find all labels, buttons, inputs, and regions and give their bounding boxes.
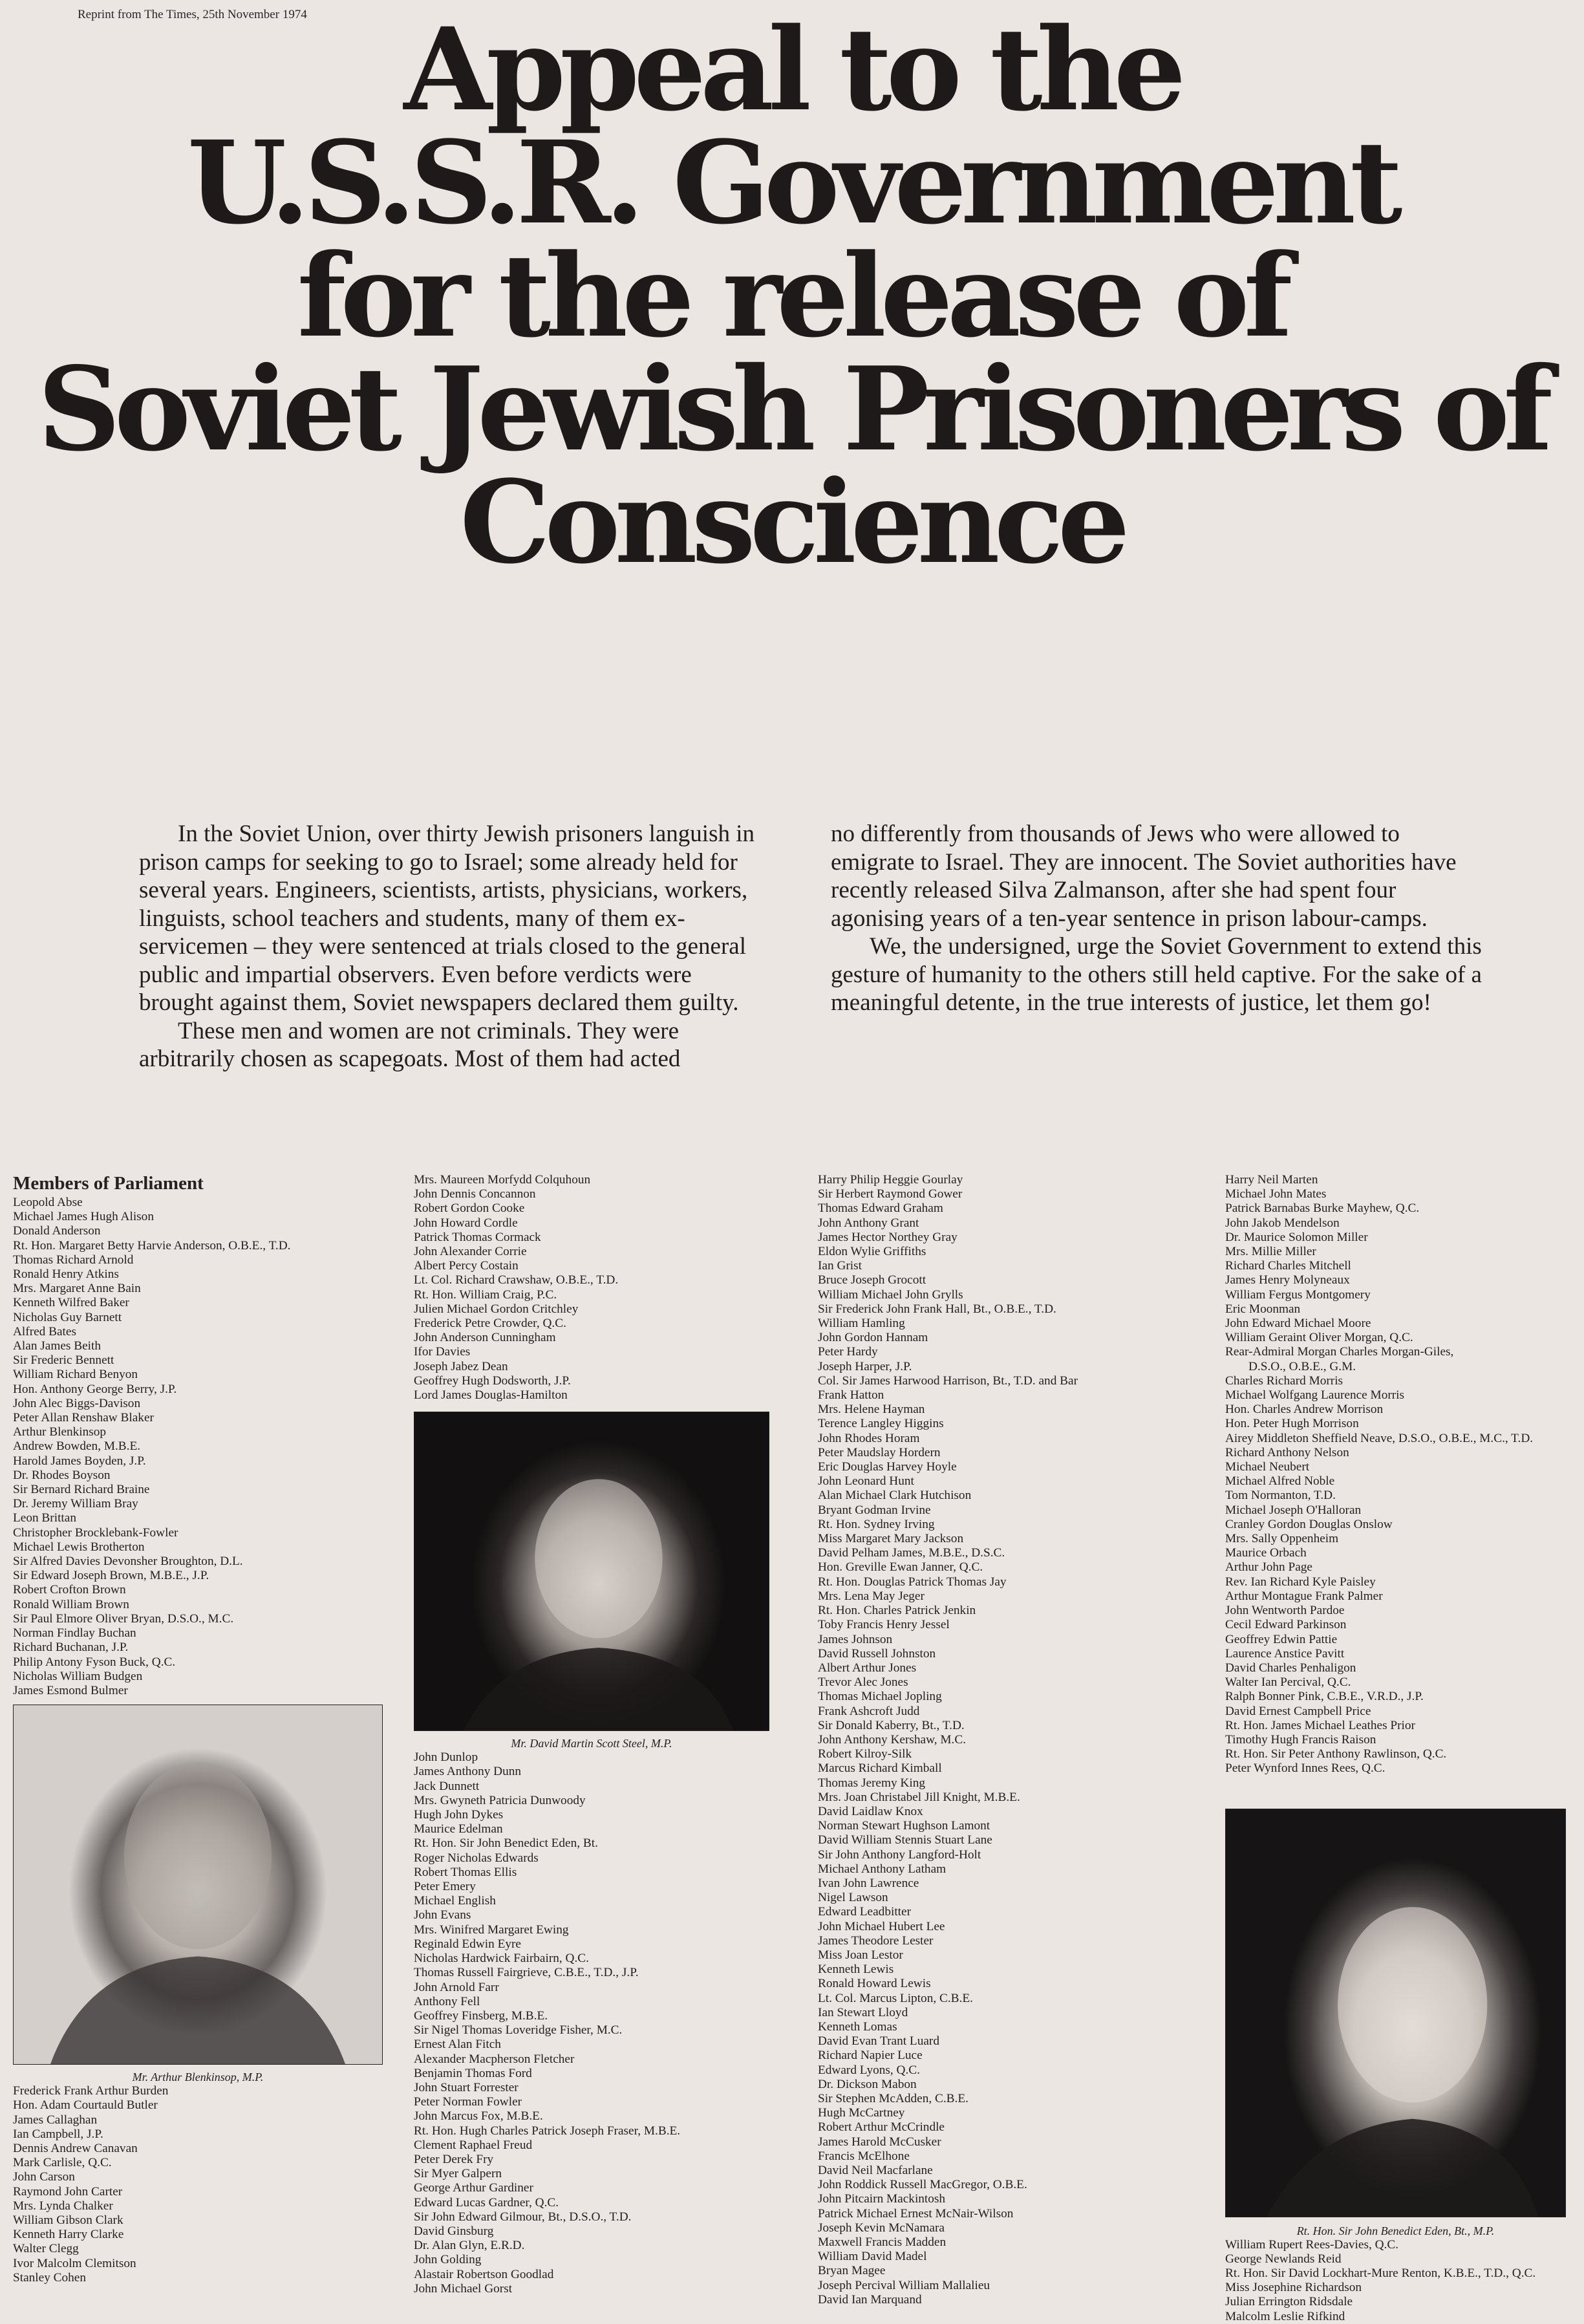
signatory-name: Sir Myer Galpern [414, 2167, 502, 2181]
signatory-name: Peter Allan Renshaw Blaker [13, 1411, 154, 1425]
signatory-name: David Ian Marquand [818, 2292, 922, 2307]
signatory-name: Peter Norman Fowler [414, 2095, 522, 2109]
portrait-silhouette-icon [14, 1705, 382, 2064]
signatory-name: James Henry Molyneaux [1225, 1273, 1350, 1287]
signatory-name: Sir Frederick John Frank Hall, Bt., O.B.E., T.D. [818, 1302, 1056, 1316]
signatory-name: Michael Lewis Brotherton [13, 1540, 145, 1554]
signatory-name: Nicholas Guy Barnett [13, 1310, 122, 1324]
signatory-name: William Rupert Rees-Davies, Q.C. [1225, 2237, 1399, 2252]
signatory-name: Alfred Bates [13, 1324, 76, 1339]
signatory-name: Hon. Anthony George Berry, J.P. [13, 1382, 177, 1396]
signatory-name: John Alexander Corrie [414, 1245, 527, 1259]
signatory-name: Hugh McCartney [818, 2106, 905, 2120]
signatory-name: Ronald Howard Lewis [818, 1977, 931, 1991]
signatory-name: Richard Anthony Nelson [1225, 1445, 1349, 1459]
portrait-silhouette-icon [414, 1412, 769, 1730]
signatory-name: Walter Clegg [13, 2242, 79, 2256]
signatory-name: Mrs. Gwyneth Patricia Dunwoody [414, 1793, 586, 1807]
signatory-name: Edward Lucas Gardner, Q.C. [414, 2195, 559, 2210]
signatory-name: Kenneth Lewis [818, 1963, 894, 1977]
signatory-name: Sir Bernard Richard Braine [13, 1483, 150, 1497]
signatory-name: Reginald Edwin Eyre [414, 1937, 521, 1951]
signatory-name: William Fergus Montgomery [1225, 1287, 1371, 1302]
signatory-name: Patrick Thomas Cormack [414, 1230, 541, 1244]
signatory-name: Rt. Hon. Hugh Charles Patrick Joseph Fraser, M.B.E. [414, 2124, 681, 2138]
signatory-name: Hon. Adam Courtauld Butler [13, 2098, 158, 2113]
headline-line-1: Appeal to the [403, 3, 1181, 136]
signatory-name: Rt. Hon. Sydney Irving [818, 1517, 935, 1531]
signatory-name: Patrick Barnabas Burke Mayhew, Q.C. [1225, 1201, 1420, 1216]
signatory-name: Dr. Jeremy William Bray [13, 1497, 138, 1511]
signatory-name: Rt. Hon. William Craig, P.C. [414, 1287, 557, 1302]
signatory-name: Nicholas William Budgen [13, 1669, 143, 1683]
signatory-name: James Callaghan [13, 2113, 98, 2127]
signatory-name: Rt. Hon. James Michael Leathes Prior [1225, 1718, 1415, 1732]
signatory-name: Malcolm Leslie Rifkind [1225, 2309, 1345, 2323]
signatory-name: Bryant Godman Irvine [818, 1503, 931, 1517]
signatory-column-2 [414, 1173, 769, 2296]
signatory-name: David Laidlaw Knox [818, 1804, 923, 1818]
signatory-name: John Arnold Farr [414, 1980, 499, 1994]
signatory-name: Laurence Anstice Pavitt [1225, 1646, 1345, 1661]
signatory-name: Trevor Alec Jones [818, 1675, 908, 1690]
name-list [818, 1173, 1078, 2307]
signatory-name: James Theodore Lester [818, 1933, 934, 1948]
signatory-name: Ivor Malcolm Clemitson [13, 2256, 136, 2270]
signatory-name: Mrs. Maureen Morfydd Colquhoun [414, 1173, 591, 1187]
signatory-name: Miss Margaret Mary Jackson [818, 1532, 964, 1546]
signatory-name: Nigel Lawson [818, 1891, 888, 1905]
signatory-name: David Ernest Campbell Price [1225, 1704, 1371, 1718]
signatory-name: Thomas Richard Arnold [13, 1253, 134, 1267]
signatory-name: Arthur Montague Frank Palmer [1225, 1589, 1383, 1603]
signatory-name: George Arthur Gardiner [414, 2181, 533, 2195]
signatory-name: David Russell Johnston [818, 1646, 936, 1661]
signatory-name: David Charles Penhaligon [1225, 1661, 1356, 1675]
signatory-name: Thomas Michael Jopling [818, 1690, 942, 1704]
headline-line-2: U.S.S.R. Government [187, 116, 1397, 250]
signatory-name: Norman Findlay Buchan [13, 1626, 136, 1641]
signatory-name: Rt. Hon. Sir Peter Anthony Rawlinson, Q.C. [1225, 1747, 1447, 1761]
signatory-name: Alastair Robertson Goodlad [414, 2267, 554, 2281]
signatory-name: William Gibson Clark [13, 2213, 123, 2227]
name-list [1225, 1173, 1566, 1360]
signatory-name: Norman Stewart Hughson Lamont [818, 1819, 990, 1833]
signatory-name: Kenneth Lomas [818, 2019, 897, 2034]
signatory-name: John Michael Hubert Lee [818, 1919, 945, 1933]
signatory-name: Dennis Andrew Canavan [13, 2141, 138, 2155]
signatory-name: Rt. Hon. Douglas Patrick Thomas Jay [818, 1575, 1007, 1589]
signatory-name: Frederick Petre Crowder, Q.C. [414, 1317, 566, 1331]
signatory-name: Ralph Bonner Pink, C.B.E., V.R.D., J.P. [1225, 1690, 1424, 1704]
signatory-name: Mrs. Margaret Anne Bain [13, 1282, 141, 1296]
name-list [13, 1196, 383, 1698]
signatory-name: Nicholas Hardwick Fairbairn, Q.C. [414, 1952, 589, 1966]
signatory-name: Charles Richard Morris [1225, 1373, 1343, 1388]
signatory-name: Maurice Edelman [414, 1822, 503, 1836]
signatory-name: James Esmond Bulmer [13, 1683, 128, 1697]
photo-caption: Rt. Hon. Sir John Benedict Eden, Bt., M.P. [1296, 2224, 1495, 2237]
signatory-name: Alexander Macpherson Fletcher [414, 2052, 575, 2066]
signatory-name: Ifor Davies [414, 1345, 471, 1359]
signatory-name: Col. Sir James Harwood Harrison, Bt., T.D. and Bar [818, 1373, 1078, 1388]
signatory-name: John Golding [414, 2253, 482, 2267]
signatory-name: Robert Crofton Brown [13, 1583, 126, 1597]
name-continuation: D.S.O., O.B.E., G.M. [1248, 1359, 1356, 1373]
signatory-name: John Roddick Russell MacGregor, O.B.E. [818, 2178, 1027, 2192]
reprint-note: Reprint from The Times, 25th November 1974 [78, 8, 307, 21]
signatory-name: Maxwell Francis Madden [818, 2235, 947, 2250]
signatory-name: John Howard Cordle [414, 1216, 518, 1230]
signatory-name: John Evans [414, 1908, 471, 1922]
signatory-name: John Rhodes Horam [818, 1431, 920, 1445]
signatory-name: Peter Hardy [818, 1345, 878, 1359]
signatory-name: Dr. Maurice Solomon Miller [1225, 1230, 1368, 1244]
signatory-name: Ivan John Lawrence [818, 1876, 919, 1890]
signatory-name: Jack Dunnett [414, 1779, 480, 1793]
signatory-name: John Pitcairn Mackintosh [818, 2192, 946, 2206]
signatory-name: Rev. Ian Richard Kyle Paisley [1225, 1575, 1376, 1589]
signatory-name: Sir Stephen McAdden, C.B.E. [818, 2092, 969, 2105]
signatory-name: Sir Nigel Thomas Loveridge Fisher, M.C. [414, 2023, 623, 2038]
signatory-name: Walter Ian Percival, Q.C. [1225, 1675, 1351, 1690]
signatory-name: Leon Brittan [13, 1511, 76, 1525]
name-list [1225, 2238, 1566, 2324]
signatory-name: Julien Michael Gordon Critchley [414, 1302, 579, 1316]
signatory-name: John Marcus Fox, M.B.E. [414, 2109, 543, 2124]
signatory-name: William David Madel [818, 2250, 927, 2264]
signatory-column-4 [1225, 1173, 1566, 2324]
signatory-name: Ian Stewart Lloyd [818, 2005, 908, 2019]
signatory-name: Bryan Magee [818, 2264, 886, 2278]
signatory-name: Hon. Greville Ewan Janner, Q.C. [818, 1560, 983, 1575]
name-list [414, 1750, 769, 2296]
signatory-name: Dr. Alan Glyn, E.R.D. [414, 2239, 525, 2253]
signatory-name: Michael Alfred Noble [1225, 1474, 1335, 1489]
signatory-name: Mrs. Millie Miller [1225, 1245, 1316, 1259]
signatory-name: Hugh John Dykes [414, 1808, 504, 1822]
name-list [1225, 1374, 1566, 1776]
signatory-name: Harold James Boyden, J.P. [13, 1454, 146, 1468]
signatory-name: Sir Alfred Davies Devonsher Broughton, D.L. [13, 1555, 243, 1569]
signatory-name: Cranley Gordon Douglas Onslow [1225, 1517, 1393, 1531]
signatory-name: Ian Grist [818, 1259, 862, 1273]
signatory-name: Terence Langley Higgins [818, 1417, 944, 1431]
signatory-name: Mark Carlisle, Q.C. [13, 2156, 112, 2170]
signatory-name: Marcus Richard Kimball [818, 1761, 942, 1776]
signatory-name: John Anderson Cunningham [414, 1331, 556, 1345]
section-title: Members of Parliament [13, 1173, 204, 1194]
signatory-name: Thomas Jeremy King [818, 1776, 925, 1790]
signatory-name: Frank Hatton [818, 1388, 884, 1403]
signatory-name: Mrs. Lena May Jeger [818, 1589, 925, 1603]
signatory-name: John Gordon Hannam [818, 1331, 928, 1345]
signatory-name: Donald Anderson [13, 1224, 101, 1238]
signatory-name: Michael Neubert [1225, 1460, 1310, 1474]
signatory-name: Thomas Edward Graham [818, 1201, 943, 1216]
signatory-name: William Geraint Oliver Morgan, Q.C. [1225, 1331, 1413, 1345]
intro-column-2 [831, 820, 1487, 1017]
signatory-name: James Johnson [818, 1632, 893, 1646]
signatory-name: William Hamling [818, 1317, 905, 1331]
signatory-name: John Anthony Grant [818, 1216, 919, 1230]
signatory-name: Ronald William Brown [13, 1597, 129, 1611]
signatory-name: Sir John Edward Gilmour, Bt., D.S.O., T.D. [414, 2210, 632, 2224]
signatory-name: Rt. Hon. Sir John Benedict Eden, Bt. [414, 1836, 598, 1851]
signatory-name: Francis McElhone [818, 2149, 910, 2163]
intro-paragraph: We, the undersigned, urge the Soviet Government to extend this gesture of humanity to the others still held captive. For the sake of a meaningful detente, in the true interests of justice, let them go! [831, 933, 1482, 1016]
signatory-name: Michael Wolfgang Laurence Morris [1225, 1388, 1405, 1403]
signatory-name: George Newlands Reid [1225, 2252, 1342, 2266]
signatory-name: Albert Percy Costain [414, 1259, 519, 1273]
signatory-name: Joseph Jabez Dean [414, 1359, 508, 1373]
signatory-name: Edward Leadbitter [818, 1905, 912, 1919]
signatory-name: James Anthony Dunn [414, 1765, 522, 1779]
signatory-column-3 [818, 1173, 1078, 2307]
signatory-name: Harry Neil Marten [1225, 1173, 1318, 1187]
headline-line-4: Soviet Jewish Prisoners of [37, 341, 1547, 477]
signatory-name: Geoffrey Edwin Pattie [1225, 1632, 1338, 1646]
signatory-name: Sir Paul Elmore Oliver Bryan, D.S.O., M.C. [13, 1611, 234, 1626]
signatory-name: Rt. Hon. Charles Patrick Jenkin [818, 1604, 976, 1618]
signatory-name: John Dennis Concannon [414, 1187, 536, 1201]
signatory-name: Peter Emery [414, 1880, 476, 1894]
signatory-name: Edward Lyons, Q.C. [818, 2063, 920, 2077]
signatory-name: Michael Joseph O'Halloran [1225, 1503, 1362, 1517]
signatory-name: Ernest Alan Fitch [414, 2038, 501, 2052]
signatory-name: William Richard Benyon [13, 1368, 138, 1382]
signatory-name: Julian Errington Ridsdale [1225, 2295, 1353, 2309]
signatory-name: Mrs. Lynda Chalker [13, 2199, 113, 2213]
signatory-name: Arthur John Page [1225, 1560, 1312, 1575]
signatory-name: Eldon Wylie Griffiths [818, 1245, 926, 1259]
signatory-name: Thomas Russell Fairgrieve, C.B.E., T.D., J.P. [414, 1966, 639, 1980]
name-list [13, 2084, 383, 2285]
signatory-name: John Edward Michael Moore [1225, 1317, 1371, 1331]
signatory-name: David William Stennis Stuart Lane [818, 1833, 992, 1847]
name-list [414, 1173, 769, 1403]
intro-column-1 [139, 820, 756, 1073]
intro-paragraph: These men and women are not criminals. They were arbitrarily chosen as scapegoats. Most of them had acted [139, 1017, 681, 1072]
signatory-name: Frank Ashcroft Judd [818, 1704, 920, 1718]
signatory-name: Sir Donald Kaberry, Bt., T.D. [818, 1718, 965, 1732]
signatory-name: David Ginsburg [414, 2224, 494, 2238]
signatory-name: John Wentworth Pardoe [1225, 1604, 1345, 1618]
signatory-name: Sir Herbert Raymond Gower [818, 1187, 963, 1201]
signatory-name: John Jakob Mendelson [1225, 1216, 1340, 1230]
signatory-name: Robert Arthur McCrindle [818, 2120, 945, 2135]
signatory-name: Joseph Percival William Mallalieu [818, 2278, 990, 2292]
signatory-name: Mrs. Helene Hayman [818, 1403, 925, 1417]
headline-line-5: Conscience [460, 455, 1124, 589]
signatory-name: Richard Napier Luce [818, 2049, 923, 2063]
signatory-name: William Michael John Grylls [818, 1287, 963, 1302]
signatory-name: Eric Moonman [1225, 1302, 1301, 1316]
signatory-name: Dr. Dickson Mabon [818, 2077, 917, 2091]
signatory-name: Sir Edward Joseph Brown, M.B.E., J.P. [13, 1569, 209, 1583]
signatory-name: Geoffrey Hugh Dodsworth, J.P. [414, 1373, 571, 1388]
signatory-name: Kenneth Wilfred Baker [13, 1296, 129, 1310]
signatory-name: John Stuart Forrester [414, 2080, 519, 2094]
signatory-name: Dr. Rhodes Boyson [13, 1468, 111, 1482]
signatory-name: Albert Arthur Jones [818, 1661, 917, 1675]
portrait-photo-steel [414, 1412, 769, 1731]
signatory-name: Robert Kilroy-Silk [818, 1747, 912, 1761]
signatory-name: Anthony Fell [414, 1994, 480, 2008]
signatory-name: Roger Nicholas Edwards [414, 1851, 539, 1865]
signatory-name: Michael John Mates [1225, 1187, 1327, 1201]
signatory-name: David Evan Trant Luard [818, 2034, 939, 2049]
signatory-name: John Anthony Kershaw, M.C. [818, 1732, 967, 1747]
signatory-name: Andrew Bowden, M.B.E. [13, 1439, 141, 1454]
signatory-name: Ronald Henry Atkins [13, 1267, 119, 1282]
signatory-name: Joseph Kevin McNamara [818, 2221, 945, 2235]
headline-line-3: for the release of [297, 229, 1287, 363]
signatory-name: Richard Charles Mitchell [1225, 1259, 1351, 1273]
signatory-name: Raymond John Carter [13, 2184, 123, 2199]
portrait-silhouette-icon [1226, 1809, 1565, 2217]
signatory-name: Michael James Hugh Alison [13, 1210, 154, 1224]
intro-paragraph: no differently from thousands of Jews who were allowed to emigrate to Israel. They are innocent. The Soviet authorities have recently released Silva Zalmanson, after she had spent four agonising years of a ten-year sentence in prison labour-camps. [831, 821, 1457, 932]
signatory-name: John Michael Gorst [414, 2281, 513, 2296]
signatory-name: Sir John Anthony Langford-Holt [818, 1847, 981, 1862]
signatory-name: John Leonard Hunt [818, 1474, 914, 1489]
signatory-name: John Alec Biggs-Davison [13, 1396, 141, 1410]
signatory-name: Peter Derek Fry [414, 2152, 494, 2166]
signatory-name: Miss Josephine Richardson [1225, 2281, 1362, 2295]
photo-caption: Mr. Arthur Blenkinsop, M.P. [132, 2071, 264, 2084]
signatory-name: James Hector Northey Gray [818, 1230, 958, 1244]
signatory-name: Patrick Michael Ernest McNair-Wilson [818, 2206, 1014, 2221]
signatory-name: Benjamin Thomas Ford [414, 2066, 532, 2080]
signatory-name: Geoffrey Finsberg, M.B.E. [414, 2008, 548, 2023]
signatory-name: David Pelham James, M.B.E., D.S.C. [818, 1546, 1005, 1560]
portrait-photo-eden [1225, 1809, 1566, 2217]
signatory-name: Maurice Orbach [1225, 1546, 1307, 1560]
signatory-name: Mrs. Winifred Margaret Ewing [414, 1922, 569, 1937]
signatory-name: Rt. Hon. Sir David Lockhart-Mure Renton, K.B.E., T.D., Q.C. [1225, 2266, 1536, 2280]
signatory-name: Airey Middleton Sheffield Neave, D.S.O., O.B.E., M.C., T.D. [1225, 1431, 1534, 1445]
signatory-name: Toby Francis Henry Jessel [818, 1618, 950, 1632]
signatory-name: Rt. Hon. Margaret Betty Harvie Anderson, O.B.E., T.D. [13, 1238, 291, 1253]
signatory-name: Robert Thomas Ellis [414, 1865, 517, 1879]
signatory-name: Michael English [414, 1894, 496, 1908]
signatory-name: Miss Joan Lestor [818, 1948, 903, 1962]
signatory-name: Mrs. Sally Oppenheim [1225, 1532, 1339, 1546]
portrait-photo-blenkinsop [13, 1705, 383, 2065]
signatory-name: Richard Buchanan, J.P. [13, 1641, 129, 1655]
signatory-name: Hon. Peter Hugh Morrison [1225, 1417, 1359, 1431]
signatory-name: Joseph Harper, J.P. [818, 1359, 912, 1373]
signatory-name: Mrs. Joan Christabel Jill Knight, M.B.E. [818, 1790, 1020, 1804]
signatory-name: Timothy Hugh Francis Raison [1225, 1732, 1376, 1747]
signatory-name: Lt. Col. Marcus Lipton, C.B.E. [818, 1991, 973, 2005]
signatory-column-1 [13, 1173, 383, 2285]
signatory-name: Michael Anthony Latham [818, 1862, 947, 1876]
signatory-name: Peter Maudslay Hordern [818, 1445, 941, 1459]
signatory-name: Eric Douglas Harvey Hoyle [818, 1460, 957, 1474]
signatory-name: Tom Normanton, T.D. [1225, 1489, 1336, 1503]
signatory-name: Lord James Douglas-Hamilton [414, 1388, 568, 1403]
signatory-name: Harry Philip Heggie Gourlay [818, 1173, 963, 1187]
intro-paragraph: In the Soviet Union, over thirty Jewish prisoners languish in prison camps for seeking to go to Israel; some already held for several years. Engineers, scientists, artists, physicians, workers, linguists, school teachers and students, many of them ex-servicemen – they were sentenced at trials closed to the general public and impartial observers. Even before verdicts were brought against them, Soviet newspapers declared them guilty. [139, 821, 755, 1016]
signatory-name: Kenneth Harry Clarke [13, 2228, 124, 2242]
signatory-name: David Neil Macfarlane [818, 2164, 933, 2178]
signatory-name: Robert Gordon Cooke [414, 1201, 525, 1216]
signatory-name: Philip Antony Fyson Buck, Q.C. [13, 1655, 176, 1669]
signatory-name: Stanley Cohen [13, 2270, 86, 2285]
signatory-name: Peter Wynford Innes Rees, Q.C. [1225, 1761, 1386, 1776]
photo-caption: Mr. David Martin Scott Steel, M.P. [511, 1737, 672, 1750]
signatory-name: Clement Raphael Freud [414, 2138, 533, 2152]
signatory-name: Bruce Joseph Grocott [818, 1273, 926, 1287]
signatory-name: Leopold Abse [13, 1196, 83, 1209]
signatory-name: Lt. Col. Richard Crawshaw, O.B.E., T.D. [414, 1273, 619, 1287]
signatory-name: Arthur Blenkinsop [13, 1425, 107, 1439]
signatory-name: Alan James Beith [13, 1339, 102, 1353]
signatory-name: Cecil Edward Parkinson [1225, 1618, 1347, 1632]
headline [0, 3, 1584, 589]
signatory-name: Frederick Frank Arthur Burden [13, 2084, 169, 2098]
signatory-name: John Dunlop [414, 1750, 478, 1765]
signatory-name: Hon. Charles Andrew Morrison [1225, 1403, 1384, 1417]
signatory-name: Sir Frederic Bennett [13, 1353, 114, 1368]
signatory-name: Christopher Brocklebank-Fowler [13, 1525, 178, 1540]
signatory-name: Ian Campbell, J.P. [13, 2127, 103, 2141]
signatory-name: Rear-Admiral Morgan Charles Morgan-Giles, [1225, 1345, 1454, 1359]
signatory-name: Alan Michael Clark Hutchison [818, 1489, 972, 1503]
signatory-name: James Harold McCusker [818, 2135, 941, 2149]
signatory-name: John Carson [13, 2170, 75, 2184]
